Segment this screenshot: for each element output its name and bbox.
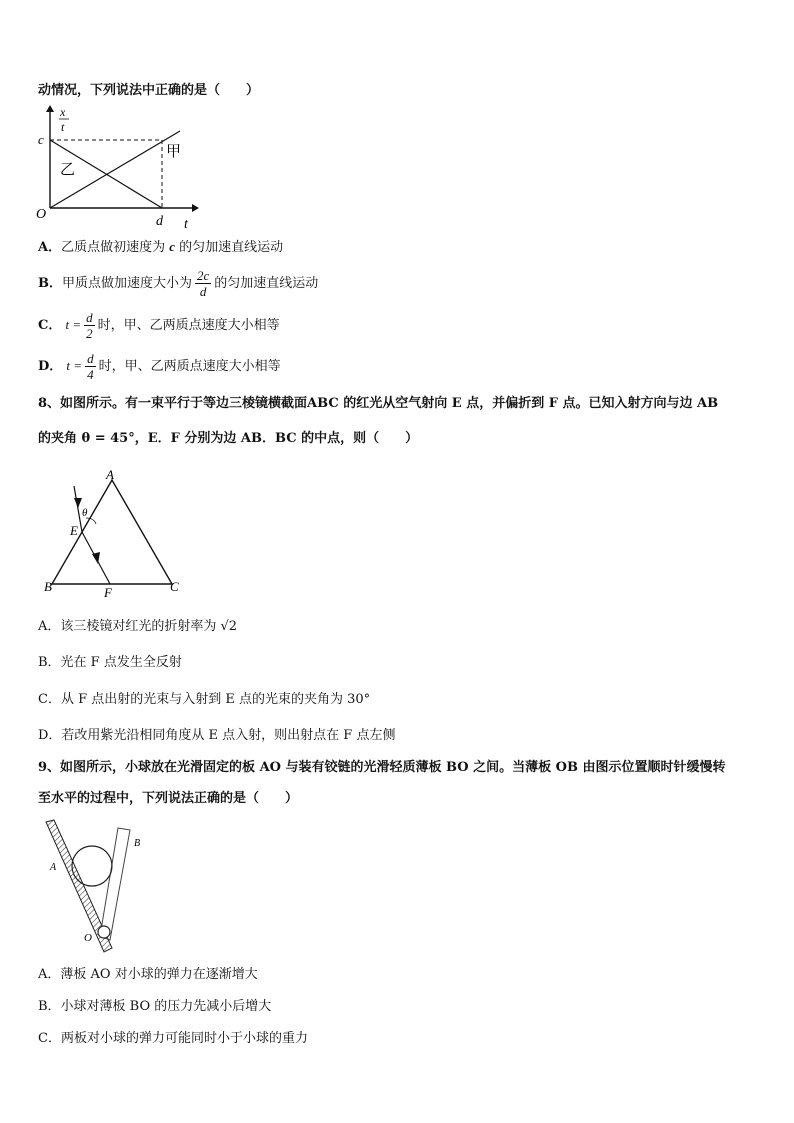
q8-option-a: A．该三棱镜对红光的折射率为 √2 — [38, 619, 238, 634]
q7-xt-graph — [34, 104, 204, 232]
q7-option-a: A．乙质点做初速度为 c 的匀加速直线运动 — [38, 239, 284, 255]
graph-origin-label: O — [36, 207, 47, 222]
q8-stem-line1: 8、如图所示。有一束平行于等边三棱镜横截面ABC 的红光从空气射向 E 点，并偏折到 F 点。已知入射方向与边 AB — [38, 396, 719, 411]
q8-prism-diagram — [38, 466, 188, 600]
q7-option-b: B．甲质点做加速度大小为 $\frac{2c}{d}$ 的匀加速直线运动 — [38, 268, 319, 299]
graph-d-label: d — [156, 214, 163, 229]
q8-stem-line2: 的夹角 θ = 45°，E．F 分别为边 AB．BC 的中点，则（ ） — [38, 431, 419, 446]
prism-label-c: C — [170, 579, 179, 594]
q9-stem-line1: 9、如图所示，小球放在光滑固定的板 AO 与装有铰链的光滑轻质薄板 BO 之间。当薄板 OB 由图示位置顺时针缓慢转 — [38, 760, 726, 775]
q8-option-c: C．从 F 点出射的光束与入射到 E 点的光束的夹角为 30° — [38, 692, 371, 707]
q7-stem: 动情况，下列说法中正确的是（ ） — [38, 83, 260, 98]
plate-label-o: O — [84, 932, 92, 944]
prism-label-b: B — [44, 579, 52, 594]
plate-label-a: A — [50, 862, 57, 873]
q7-option-d: D． t = $\frac{d}{4}$ 时，甲、乙两质点速度大小相等 — [38, 351, 281, 382]
prism-label-e: E — [70, 523, 78, 538]
q9-stem-line2: 至水平的过程中，下列说法正确的是（ ） — [38, 791, 299, 806]
graph-jia-label: 甲 — [166, 144, 182, 160]
prism-label-theta: θ — [82, 507, 88, 519]
graph-t-label: t — [184, 217, 188, 232]
prism-label-a: A — [106, 467, 114, 482]
q9-option-c: C．两板对小球的弹力可能同时小于小球的重力 — [38, 1031, 308, 1046]
prism-label-f: F — [104, 585, 112, 600]
q9-option-a: A．薄板 AO 对小球的弹力在逐渐增大 — [38, 967, 258, 982]
graph-yi-label: 乙 — [60, 162, 76, 178]
q8-option-b: B．光在 F 点发生全反射 — [38, 655, 182, 670]
graph-ylabel-den: t — [61, 120, 65, 134]
graph-c-label: c — [38, 132, 44, 147]
q9-plates-diagram — [40, 816, 160, 956]
plate-label-b: B — [134, 838, 141, 849]
q9-option-b: B．小球对薄板 BO 的压力先减小后增大 — [38, 999, 272, 1014]
q7-option-c: C． t = $\frac{d}{2}$ 时，甲、乙两质点速度大小相等 — [38, 310, 280, 341]
q8-option-d: D．若改用紫光沿相同角度从 E 点入射，则出射点在 F 点左侧 — [38, 728, 396, 743]
graph-ylabel-num: x — [60, 105, 66, 119]
